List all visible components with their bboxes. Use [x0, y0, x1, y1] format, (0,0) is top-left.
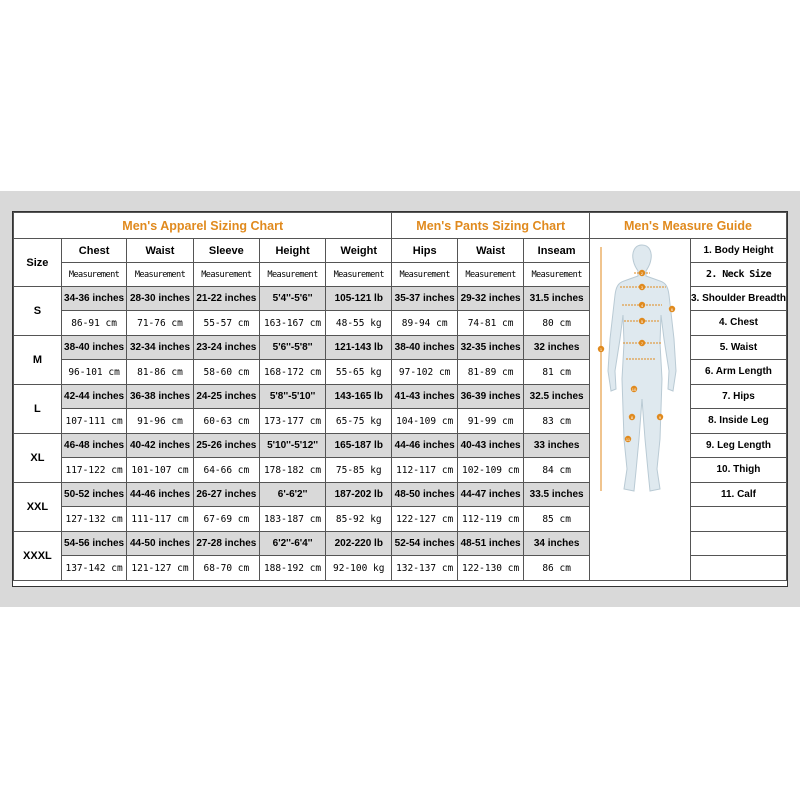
column-header: Inseam [524, 239, 590, 263]
metric-value: 74-81 cm [457, 311, 523, 336]
column-header: Waist [127, 239, 193, 263]
metric-value: 102-109 cm [457, 458, 523, 483]
inch-value: 48-50 inches [392, 483, 457, 507]
measure-guide-item [690, 556, 786, 581]
column-header: Height [260, 239, 326, 263]
inch-value: 34 inches [524, 532, 590, 556]
metric-value: 92-100 kg [326, 556, 392, 581]
metric-value: 122-127 cm [392, 507, 457, 532]
inch-value: 143-165 lb [326, 385, 392, 409]
size-label: M [14, 336, 62, 385]
measurement-label: Measurement [193, 263, 259, 287]
inch-value: 32-34 inches [127, 336, 193, 360]
measure-guide-item: 11. Calf [690, 483, 786, 507]
column-header: Waist [457, 239, 523, 263]
measurement-label: Measurement [457, 263, 523, 287]
size-label: XL [14, 434, 62, 483]
measure-guide-item: 7. Hips [690, 385, 786, 409]
sizing-table [13, 212, 787, 581]
metric-value: 137-142 cm [61, 556, 126, 581]
measure-guide-item: 10. Thigh [690, 458, 786, 483]
inch-value: 32 inches [524, 336, 590, 360]
metric-value: 163-167 cm [260, 311, 326, 336]
inch-value: 187-202 lb [326, 483, 392, 507]
metric-value: 71-76 cm [127, 311, 193, 336]
measure-point-number: 7 [640, 341, 644, 346]
inch-value: 32.5 inches [524, 385, 590, 409]
inch-value: 23-24 inches [193, 336, 259, 360]
measure-guide-title: Men's Measure Guide [589, 213, 786, 239]
metric-value: 188-192 cm [260, 556, 326, 581]
measurement-label: Measurement [61, 263, 126, 287]
inch-value: 121-143 lb [326, 336, 392, 360]
measure-guide-item [690, 532, 786, 556]
metric-value: 60-63 cm [193, 409, 259, 434]
measure-point-number: 2 [640, 271, 644, 276]
metric-value: 101-107 cm [127, 458, 193, 483]
inch-value: 25-26 inches [193, 434, 259, 458]
body-silhouette [590, 239, 690, 581]
measure-guide-item: 5. Waist [690, 336, 786, 360]
measure-point-number: 8 [630, 415, 634, 420]
metric-value: 112-119 cm [457, 507, 523, 532]
inch-value: 50-52 inches [61, 483, 126, 507]
inch-value: 5'6''-5'8'' [260, 336, 326, 360]
inch-value: 21-22 inches [193, 287, 259, 311]
inch-value: 31.5 inches [524, 287, 590, 311]
inch-value: 40-43 inches [457, 434, 523, 458]
metric-value: 183-187 cm [260, 507, 326, 532]
metric-value: 81-86 cm [127, 360, 193, 385]
inch-value: 34-36 inches [61, 287, 126, 311]
inch-value: 32-35 inches [457, 336, 523, 360]
metric-value: 67-69 cm [193, 507, 259, 532]
metric-value: 107-111 cm [61, 409, 126, 434]
measurement-label: Measurement [326, 263, 392, 287]
inch-value: 40-42 inches [127, 434, 193, 458]
size-label: S [14, 287, 62, 336]
inch-value: 202-220 lb [326, 532, 392, 556]
metric-value: 85-92 kg [326, 507, 392, 532]
inch-value: 48-51 inches [457, 532, 523, 556]
measure-point-number: 1 [599, 347, 603, 352]
measure-point-number: 11 [625, 437, 631, 442]
measure-guide-item: 3. Shoulder Breadth [690, 287, 786, 311]
inch-value: 36-38 inches [127, 385, 193, 409]
metric-value: 173-177 cm [260, 409, 326, 434]
metric-value: 55-65 kg [326, 360, 392, 385]
inch-value: 44-50 inches [127, 532, 193, 556]
metric-value: 122-130 cm [457, 556, 523, 581]
metric-value: 75-85 kg [326, 458, 392, 483]
metric-value: 48-55 kg [326, 311, 392, 336]
inch-value: 44-47 inches [457, 483, 523, 507]
metric-value: 89-94 cm [392, 311, 457, 336]
inch-value: 5'4''-5'6'' [260, 287, 326, 311]
measure-point-number: 6 [670, 307, 674, 312]
section-title-row [14, 213, 787, 239]
measurement-label: Measurement [392, 263, 457, 287]
inch-value: 165-187 lb [326, 434, 392, 458]
measure-point-number: 10 [631, 387, 637, 392]
body-outline [608, 245, 676, 491]
metric-value: 86 cm [524, 556, 590, 581]
column-header: Weight [326, 239, 392, 263]
metric-value: 91-99 cm [457, 409, 523, 434]
inch-value: 38-40 inches [61, 336, 126, 360]
inch-value: 26-27 inches [193, 483, 259, 507]
apparel-chart-title: Men's Apparel Sizing Chart [14, 213, 392, 239]
measure-guide-item: 9. Leg Length [690, 434, 786, 458]
inch-value: 33 inches [524, 434, 590, 458]
column-header: Sleeve [193, 239, 259, 263]
metric-value: 68-70 cm [193, 556, 259, 581]
metric-value: 85 cm [524, 507, 590, 532]
inch-value: 29-32 inches [457, 287, 523, 311]
inch-value: 44-46 inches [127, 483, 193, 507]
inch-value: 6'-6'2'' [260, 483, 326, 507]
measure-guide-item: 1. Body Height [690, 239, 786, 263]
measurement-label: Measurement [127, 263, 193, 287]
measure-guide-item: 4. Chest [690, 311, 786, 336]
inch-value: 36-39 inches [457, 385, 523, 409]
measure-point-number: 4 [640, 303, 644, 308]
inch-value: 54-56 inches [61, 532, 126, 556]
metric-value: 168-172 cm [260, 360, 326, 385]
pants-chart-title: Men's Pants Sizing Chart [392, 213, 590, 239]
metric-value: 127-132 cm [61, 507, 126, 532]
measurement-label: Measurement [524, 263, 590, 287]
measure-point-number: 9 [658, 415, 662, 420]
inch-value: 52-54 inches [392, 532, 457, 556]
measure-guide-item [690, 507, 786, 532]
metric-value: 91-96 cm [127, 409, 193, 434]
measure-point-number: 3 [640, 285, 644, 290]
sizing-chart [12, 211, 788, 587]
measure-guide-item: 2. Neck Size [690, 263, 786, 287]
inch-value: 5'8''-5'10'' [260, 385, 326, 409]
inch-value: 105-121 lb [326, 287, 392, 311]
inch-value: 27-28 inches [193, 532, 259, 556]
inch-value: 42-44 inches [61, 385, 126, 409]
metric-value: 55-57 cm [193, 311, 259, 336]
metric-value: 97-102 cm [392, 360, 457, 385]
size-label: XXL [14, 483, 62, 532]
metric-value: 81-89 cm [457, 360, 523, 385]
inch-value: 5'10''-5'12'' [260, 434, 326, 458]
size-header: Size [14, 239, 62, 287]
metric-value: 80 cm [524, 311, 590, 336]
measure-guide-item: 8. Inside Leg [690, 409, 786, 434]
inch-value: 38-40 inches [392, 336, 457, 360]
metric-value: 121-127 cm [127, 556, 193, 581]
inch-value: 6'2''-6'4'' [260, 532, 326, 556]
inch-value: 33.5 inches [524, 483, 590, 507]
metric-value: 65-75 kg [326, 409, 392, 434]
inch-value: 28-30 inches [127, 287, 193, 311]
metric-value: 64-66 cm [193, 458, 259, 483]
metric-value: 84 cm [524, 458, 590, 483]
body-figure [589, 239, 690, 581]
metric-value: 117-122 cm [61, 458, 126, 483]
inch-value: 24-25 inches [193, 385, 259, 409]
size-label: L [14, 385, 62, 434]
metric-value: 104-109 cm [392, 409, 457, 434]
measure-guide-item: 6. Arm Length [690, 360, 786, 385]
measure-point-number: 5 [640, 319, 644, 324]
metric-value: 81 cm [524, 360, 590, 385]
metric-value: 132-137 cm [392, 556, 457, 581]
column-header-row [14, 239, 787, 263]
metric-value: 58-60 cm [193, 360, 259, 385]
metric-value: 111-117 cm [127, 507, 193, 532]
inch-value: 44-46 inches [392, 434, 457, 458]
metric-value: 83 cm [524, 409, 590, 434]
measurement-label: Measurement [260, 263, 326, 287]
inch-value: 46-48 inches [61, 434, 126, 458]
inch-value: 35-37 inches [392, 287, 457, 311]
metric-value: 96-101 cm [61, 360, 126, 385]
metric-value: 86-91 cm [61, 311, 126, 336]
inch-value: 41-43 inches [392, 385, 457, 409]
metric-value: 178-182 cm [260, 458, 326, 483]
column-header: Chest [61, 239, 126, 263]
column-header: Hips [392, 239, 457, 263]
metric-value: 112-117 cm [392, 458, 457, 483]
size-label: XXXL [14, 532, 62, 581]
